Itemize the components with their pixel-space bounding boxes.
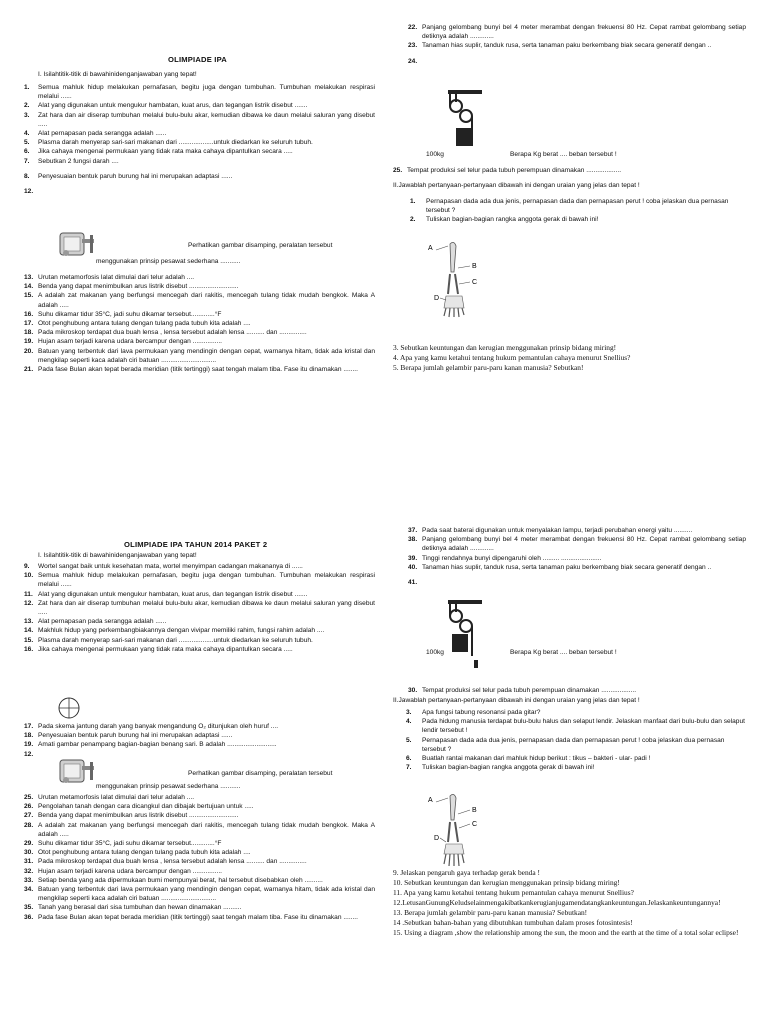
question-number: 11.	[24, 590, 33, 598]
question-item	[24, 282, 375, 291]
question-item	[24, 740, 375, 749]
clamp-tool-image	[56, 756, 98, 786]
question-text: Pernapasan dada ada dua jenis, pernapasan dada dan pernapasan perut ! coba jelaskan dua pernasan tersebut ?	[422, 736, 725, 753]
question-list	[393, 166, 745, 175]
question-number: 30.	[24, 849, 34, 857]
pulley-question: Berapa Kg berat .... beban tersebut !	[510, 151, 617, 158]
question-item	[408, 23, 746, 41]
section-2-instruction: II.Jawablah pertanyaan-pertanyaan dibawah ini dengan uraian yang jelas dan tepat !	[393, 182, 640, 189]
essay-question: 13. Berapa jumlah gelambir paru-paru kanan manusia? Sebutkan!	[393, 908, 588, 917]
question-number: 12.	[24, 750, 34, 758]
section-2-instruction: II.Jawablah pertanyaan-pertanyaan dibawah ini dengan uraian yang jelas dan tepat !	[393, 697, 640, 704]
question-number: 8.	[24, 172, 30, 180]
question-list	[24, 722, 375, 759]
question-text: Otot penghubung antara tulang dengan tulang pada tubuh kita adalah ....	[38, 849, 251, 857]
question-text: Semua mahluk hidup melakukan pernafasan, begitu juga dengan tumbuhan. Tumbuhan melakukan respirasi melalui ......	[38, 572, 375, 589]
question-item	[24, 138, 375, 147]
question-item	[24, 129, 375, 138]
question-text: Tuliskan bagian-bagian rangka anggota gerak di bawah ini!	[426, 216, 599, 224]
question-text: Wortel sangat baik untuk kesehatan mata, wortel menyimpan cadangan makananya di ......	[38, 563, 303, 570]
question-item	[406, 763, 746, 772]
question-number: 25.	[393, 167, 403, 174]
question-text: Pada fase Bulan akan tepat berada meridian (titik tertinggi) saat tengah malam tiba. Fase itu dinamakan ........	[38, 366, 358, 374]
question-text: Alat yang digunakan untuk mengukur hambatan, kuat arus, dan tegangan listrik disebut .......	[38, 102, 308, 110]
question-text: Batuan yang terbentuk dari lava permukaan yang mendingin dengan cepat, warnanya hitam, tidak ada kristal dan mengkilap seperti kaca adalah ciri batuan ..............................	[38, 347, 375, 364]
essay-question: 12.LetusanGunungKeludselainmengakibatkankerugianjugamendatangkankeuntungan.Jelaskankeuntungannya!	[393, 898, 721, 907]
question-number: 36.	[24, 913, 34, 921]
question-number: 12.	[24, 188, 34, 196]
essay-list	[410, 197, 746, 225]
question-item	[24, 273, 375, 282]
essay-question: 14 .Sebutkan bahan-bahan yang dibutuhkan tumbuhan dalam proses fotosintesis!	[393, 918, 633, 927]
question-item	[24, 645, 375, 654]
question-text: Alat pernapasan pada serangga adalah ......	[38, 618, 167, 626]
question-item	[24, 365, 375, 374]
question-number: 18.	[24, 329, 34, 337]
bone-label-c: C	[472, 279, 478, 286]
question-item	[24, 101, 375, 110]
bone-label-b: B	[472, 807, 477, 814]
question-text: Benda yang dapat menimbulkan arus listrik disebut ...........................	[38, 283, 239, 291]
question-number: 29.	[24, 840, 34, 848]
essay-question: 15. Using a diagram ,show the relationship among the sun, the moon and the earth at the time of a total solar eclipse!	[393, 928, 739, 937]
question-text: Pernapasan dada ada dua jenis, pernapasan dada dan pernapasan perut ! coba jelaskan dua pernasan tersebut ?	[426, 198, 729, 215]
arm-skeleton-image	[426, 238, 496, 318]
question-item	[24, 310, 375, 319]
essay-serif-list	[393, 868, 745, 938]
question-number: 17.	[24, 320, 34, 328]
question-number: 41.	[408, 579, 418, 587]
question-text: Sebutkan 2 fungsi darah ....	[38, 157, 119, 165]
question-number: 19.	[24, 338, 34, 346]
question-item	[24, 172, 375, 181]
question-item	[24, 802, 375, 811]
q12-caption-line1: Perhatikan gambar disamping, peralatan tersebut	[188, 242, 333, 249]
question-text: Plasma darah menyerap sari-sari makanan dari ...................untuk diedarkan ke seluruh tubuh.	[38, 636, 313, 644]
essay-question: 5. Berapa jumlah gelambir paru-paru kanan manusia? Sebutkan!	[393, 363, 584, 372]
question-item	[24, 903, 375, 912]
question-number: 6.	[406, 755, 412, 763]
question-text: A adalah zat makanan yang berfungsi mencegah dari rakitis, mencegah tulang tidak mudah bengkok. Maka A adalah .....	[38, 821, 375, 838]
question-number: 7.	[24, 157, 30, 165]
question-item	[408, 686, 746, 695]
question-text: Panjang gelombang bunyi bel 4 meter merambat dengan frekuensi 80 Hz. Cepat rambat gelombang setiap detiknya adalah .............	[422, 24, 746, 41]
question-item	[24, 626, 375, 635]
question-number: 39.	[408, 554, 418, 562]
question-number: 31.	[24, 858, 34, 866]
question-number: 30.	[408, 687, 418, 694]
essay-serif-list	[393, 343, 743, 373]
question-list	[408, 23, 746, 66]
question-text: Urutan metamorfosis lalat dimulai dari telur adalah ....	[38, 274, 195, 281]
question-item	[24, 885, 375, 903]
question-item	[24, 811, 375, 820]
question-item	[24, 319, 375, 328]
question-item	[24, 157, 375, 166]
question-number: 27.	[24, 812, 34, 820]
pulley-diagram	[446, 598, 486, 668]
question-item	[24, 913, 375, 922]
bone-label-c: C	[472, 821, 478, 828]
question-text: Apa fungsi tabung resonansi pada gitar?	[422, 709, 541, 716]
question-text: Urutan metamorfosis lalat dimulai dari telur adalah ....	[38, 794, 195, 801]
question-number: 18.	[24, 732, 34, 740]
question-item	[408, 526, 746, 535]
question-text: Pada hidung manusia terdapat bulu-bulu halus dan selaput lendir. Jelaskan manfaat dari bulu-bulu dan selaput lendir tersebut !	[422, 718, 745, 735]
q12-caption-line1: Perhatikan gambar disamping, peralatan tersebut	[188, 770, 333, 777]
question-text: Semua mahluk hidup melakukan pernafasan, begitu juga dengan tumbuhan. Tumbuhan melakukan respirasi melalui ......	[38, 84, 375, 101]
question-text: Plasma darah menyerap sari-sari makanan dari ...................untuk diedarkan ke seluruh tubuh.	[38, 139, 313, 147]
question-number: 5.	[406, 736, 412, 744]
clamp-tool-image	[56, 229, 98, 259]
question-text: Hujan asam terjadi karena udara bercampur dengan ................	[38, 338, 222, 346]
question-number: 21.	[24, 366, 34, 374]
question-text	[422, 57, 746, 66]
question-item	[24, 821, 375, 839]
question-item	[408, 554, 746, 563]
question-text: Suhu dikamar tidur 35°C, jadi suhu dikamar tersebut.............°F	[38, 310, 222, 318]
question-number: 14.	[24, 627, 34, 635]
question-list	[408, 686, 746, 695]
question-list	[24, 273, 375, 374]
question-item	[408, 578, 746, 587]
question-number: 15.	[24, 636, 34, 644]
question-item	[24, 867, 375, 876]
question-item	[24, 347, 375, 365]
essay-question: 9. Jelaskan pengaruh gaya terhadap gerak benda !	[393, 868, 540, 877]
question-number: 6.	[24, 148, 30, 156]
question-text: Panjang gelombang bunyi bel 4 meter merambat dengan frekuensi 80 Hz. Cepat rambat gelombang setiap detiknya adalah .............	[422, 536, 746, 553]
question-number: 3.	[24, 111, 30, 119]
heart-diagram-image	[56, 696, 82, 720]
question-text: Tanaman hias suplir, tanduk rusa, serta tanaman paku berkembang biak secara generatif dengan ..	[422, 563, 712, 571]
question-text: Jika cahaya mengenai permukaan yang tidak rata maka cahaya dipantulkan secara .....	[38, 148, 293, 156]
page-title-paket1: OLIMPIADE IPA	[168, 55, 227, 64]
question-item	[24, 337, 375, 346]
question-item	[24, 636, 375, 645]
question-item	[24, 187, 375, 196]
question-text: Penyesuaian bentuk paruh burung hal ini merupakan adaptasi ......	[38, 732, 233, 740]
question-text: A adalah zat makanan yang berfungsi mencegah dari rakitis, mencegah tulang tidak mudah bengkok. Maka A adalah .....	[38, 292, 375, 309]
question-number: 4.	[24, 130, 30, 138]
question-text: Zat hara dan air diserap tumbuhan melalui bulu-bulu akar, kemudian dibawa ke daun melalui saluran yang disebut .....	[38, 599, 375, 617]
question-text: Suhu dikamar tidur 35°C, jadi suhu dikamar tersebut.............°F	[38, 840, 222, 848]
question-item	[24, 83, 375, 101]
question-number: 23.	[408, 42, 418, 50]
question-text: Amati gambar penampang bagian-bagian benang sari. B adalah ...........................	[38, 741, 277, 749]
question-number: 2.	[410, 216, 416, 224]
section-1-instruction: I. Isilahtitik-titik di bawahinidenganjawaban yang tepat!	[38, 71, 197, 78]
bone-label-d: D	[434, 835, 440, 842]
question-number: 25.	[24, 794, 34, 801]
question-number: 13.	[24, 274, 34, 281]
question-number: 16.	[24, 310, 34, 318]
question-text: Otot penghubung antara tulang dengan tulang pada tubuh kita adalah ....	[38, 320, 251, 328]
question-item	[24, 571, 375, 589]
question-number: 20.	[24, 347, 34, 355]
question-text: Pada saat baterai digunakan untuk menyalakan lampu, terjadi perubahan energi yaitu ..........	[422, 527, 693, 534]
question-item	[406, 717, 746, 735]
q12-caption-line2: menggunakan prinsip pesawat sederhana ...........	[96, 258, 241, 265]
question-number: 16.	[24, 645, 34, 653]
question-item	[408, 563, 746, 572]
question-number: 15.	[24, 292, 34, 300]
question-number: 5.	[24, 139, 30, 147]
pulley-diagram	[446, 88, 486, 148]
question-item	[24, 793, 375, 802]
bone-label-b: B	[472, 263, 477, 270]
essay-question: 4. Apa yang kamu ketahui tentang hukum pemantulan cahaya menurut Snellius?	[393, 353, 631, 362]
essay-question: 11. Apa yang kamu ketahui tentang hukum pemantulan cahaya menurut Snellius?	[393, 888, 634, 897]
essay-question: 10. Sebutkan keuntungan dan kerugian menggunakan prinsip bidang miring!	[393, 878, 620, 887]
question-item	[24, 328, 375, 337]
question-item	[24, 147, 375, 156]
question-number: 28.	[24, 821, 34, 829]
question-text: Buatlah rantai makanan dari mahluk hidup berikut : tikus – bakteri - ular- padi !	[422, 755, 651, 763]
question-text	[38, 187, 375, 196]
question-item	[406, 754, 746, 763]
question-text: Hujan asam terjadi karena udara bercampur dengan ................	[38, 867, 222, 875]
question-number: 1.	[24, 84, 30, 91]
question-number: 2.	[24, 102, 30, 110]
question-number: 7.	[406, 764, 412, 772]
question-item	[24, 876, 375, 885]
question-item	[393, 166, 745, 175]
question-number: 37.	[408, 527, 418, 534]
question-number: 10.	[24, 572, 34, 580]
question-list	[24, 83, 375, 196]
bone-label-a: A	[428, 797, 433, 804]
question-text: Tempat produksi sel telur pada tubuh perempuan dinamakan ...................	[407, 167, 622, 174]
question-text: Pada mikroskop terdapat dua buah lensa , lensa tersebut adalah lensa .......... dan ...............	[38, 329, 307, 337]
essay-list	[406, 708, 746, 772]
question-text	[422, 578, 746, 587]
question-list	[408, 526, 746, 587]
question-number: 4.	[406, 718, 412, 726]
question-number: 9.	[24, 563, 30, 570]
pulley-mass-label: 100kg	[426, 151, 444, 158]
arm-skeleton-image	[426, 790, 496, 870]
question-item	[406, 736, 746, 754]
question-item	[410, 215, 746, 224]
question-text: Tanah yang berasal dari sisa tumbuhan dan hewan dinamakan ..........	[38, 904, 242, 912]
question-text: Pada mikroskop terdapat dua buah lensa , lensa tersebut adalah lensa .......... dan ...............	[38, 858, 307, 866]
question-item	[410, 197, 746, 215]
question-number: 13.	[24, 618, 34, 626]
question-text: Batuan yang terbentuk dari lava permukaan yang mendingin dengan cepat, warnanya hitam, tidak ada kristal dan mengkilap seperti kaca adalah ciri batuan ..............................	[38, 886, 375, 903]
question-text: Makhluk hidup yang perkembangbiakannya dengan vivipar memiliki rahim, fungsi rahim adalah ....	[38, 627, 325, 635]
question-item	[408, 535, 746, 553]
essay-question: 3. Sebutkan keuntungan dan kerugian menggunakan prinsip bidang miring!	[393, 343, 617, 352]
question-text: Alat yang digunakan untuk mengukur hambatan, kuat arus, dan tegangan listrik disebut .......	[38, 590, 308, 598]
question-number: 35.	[24, 904, 34, 912]
question-number: 1.	[410, 198, 416, 205]
question-item	[24, 857, 375, 866]
question-item	[24, 590, 375, 599]
question-number: 17.	[24, 723, 34, 730]
question-number: 26.	[24, 803, 34, 811]
bone-label-d: D	[434, 295, 440, 302]
bone-label-a: A	[428, 245, 433, 252]
question-item	[24, 722, 375, 731]
question-number: 40.	[408, 563, 418, 571]
question-list	[24, 793, 375, 922]
question-item	[24, 731, 375, 740]
pulley-question: Berapa Kg berat .... beban tersebut !	[510, 649, 617, 656]
question-number: 34.	[24, 886, 34, 894]
question-number: 32.	[24, 867, 34, 875]
question-text: Zat hara dan air diserap tumbuhan melalui bulu-bulu akar, kemudian dibawa ke daun melalui saluran yang disebut .....	[38, 111, 375, 128]
page-title-paket2: OLIMPIADE IPA TAHUN 2014 PAKET 2	[124, 540, 268, 549]
question-number: 38.	[408, 536, 418, 544]
question-text: Tanaman hias suplir, tanduk rusa, serta tanaman paku berkembang biak secara generatif dengan ..	[422, 42, 712, 50]
question-text: Tempat produksi sel telur pada tubuh perempuan dinamakan ...................	[422, 687, 637, 694]
question-item	[408, 57, 746, 66]
pulley-mass-label: 100kg	[426, 649, 444, 656]
question-item	[24, 839, 375, 848]
question-item	[24, 617, 375, 626]
section-1-instruction: I. Isilahtitik-titik di bawahinidenganjawaban yang tepat!	[38, 552, 197, 559]
question-text: Tuliskan bagian-bagian rangka anggota gerak di bawah ini!	[422, 764, 595, 772]
question-text: Jika cahaya mengenai permukaan yang tidak rata maka cahaya dipantulkan secara .....	[38, 645, 293, 653]
question-number: 12.	[24, 599, 34, 607]
question-number: 33.	[24, 876, 34, 884]
question-list	[24, 562, 375, 654]
question-text: Pada skema jantung darah yang banyak mengandung O₂ ditunjukan oleh huruf ....	[38, 723, 279, 730]
question-text: Tinggi rendahnya bunyi dipengaruhi oleh ......... ......................	[422, 554, 602, 562]
question-item	[24, 291, 375, 309]
question-number: 3.	[406, 709, 412, 716]
question-text: Alat pernapasan pada serangga adalah ......	[38, 130, 167, 138]
question-number: 19.	[24, 741, 34, 749]
question-item	[408, 41, 746, 50]
question-text: Pada fase Bulan akan tepat berada meridian (titik tertinggi) saat tengah malam tiba. Fase itu dinamakan ........	[38, 913, 358, 921]
question-text: Benda yang dapat menimbulkan arus listrik disebut ...........................	[38, 812, 239, 820]
question-item	[24, 111, 375, 129]
question-number: 22.	[408, 24, 418, 31]
question-item	[24, 848, 375, 857]
question-item	[406, 708, 746, 717]
question-item	[24, 599, 375, 617]
question-number: 24.	[408, 57, 418, 65]
question-text: Pengolahan tanah dengan cara dicangkul dan dibajak bertujuan untuk .....	[38, 803, 254, 811]
question-item	[24, 562, 375, 571]
q12-caption-line2: menggunakan prinsip pesawat sederhana ...........	[96, 783, 241, 790]
question-number: 14.	[24, 283, 34, 291]
question-text: Penyesuaian bentuk paruh burung hal ini merupakan adaptasi ......	[38, 172, 233, 180]
question-text: Setiap benda yang ada dipermukaan bumi mempunyai berat, hal tersebut disebabkan oleh ..........	[38, 876, 323, 884]
